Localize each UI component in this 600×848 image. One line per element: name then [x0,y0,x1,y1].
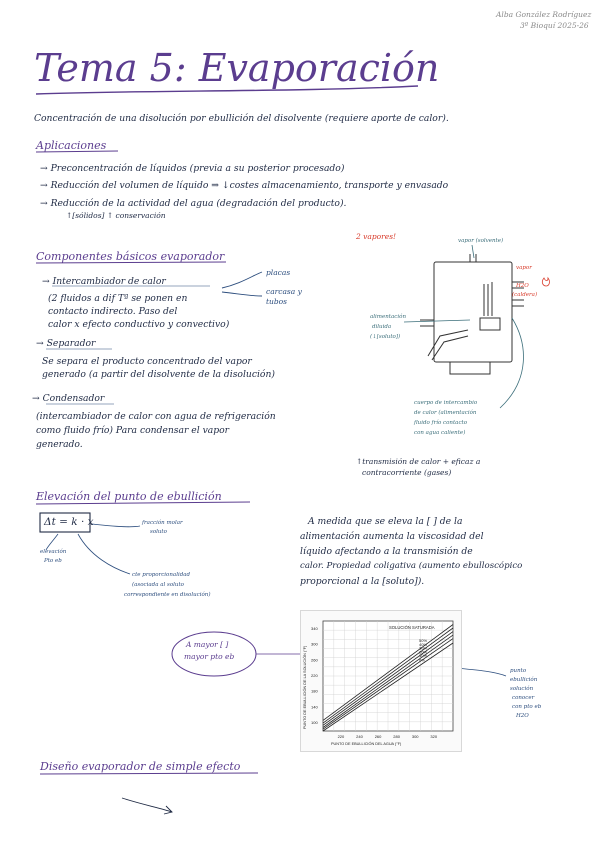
exchanger-part-shell: carcasa y tubos [266,287,302,306]
molar-fraction-label: soluto [150,529,167,535]
body-desc-line: cuerpo de intercambio [414,400,478,406]
chart-x-tick: 320 [430,734,438,739]
side-note-line: conocer [512,695,535,701]
chart-y-label: PUNTO DE EBULLICIÓN DE LA SOLUCIÓN (°F) [303,645,307,729]
components-heading: Componentes básicos evaporador [36,250,225,263]
chart-y-tick: 260 [311,657,318,663]
chart-y-tick: 180 [311,688,318,694]
side-note-line: punto [510,668,527,674]
condenser-desc-line: como fluido frío) Para condensar el vapor [36,425,230,436]
chart-series-label: 40% [419,641,428,647]
boiling-paragraph-line: A medida que se eleva la [ ] de la [308,516,463,527]
boiling-paragraph-line: proporcional a la [soluto]). [300,576,425,587]
exchanger-desc-line: contacto indirecto. Paso del [48,306,178,317]
condenser-desc-line: (intercambiador de calor con agua de refrigeración [36,411,276,422]
constant-label: correspondiente en disolución) [124,592,211,598]
condenser-title: → Condensador [32,393,105,404]
boiling-paragraph-line: alimentación aumenta la viscosidad del [300,531,484,542]
application-item: → Reducción de la actividad del agua (degradación del producto). [40,198,347,209]
diagram-caption: contracorriente (gases) [362,468,452,477]
feed-label: diluida [372,324,392,330]
feed-label: alimentación [370,314,406,320]
application-item: ↑[sólidos] ↑ conservación [66,211,166,220]
page-title: Tema 5: Evaporación [34,46,440,90]
boiling-paragraph-line: líquido afectando a la transmisión de [300,546,473,557]
chart-series-label: 10% [419,653,428,659]
evaporator-diagram [420,254,524,374]
application-item: → Preconcentración de líquidos (previa a su posterior procesado) [40,163,345,174]
chart-y-tick: 100 [311,720,318,726]
elevation-label: elevación [40,549,67,555]
boiling-formula: Δt = k · x [44,516,94,528]
condenser-desc-line: generado. [36,439,83,450]
chart-y-tick: 340 [311,625,318,631]
constant-label: cte proporcionalidad [132,572,191,578]
author-name: Alba González Rodríguez [496,10,592,19]
chart-x-tick: 240 [356,734,363,739]
side-note-line: H2O [516,713,529,719]
elevation-label: Pto eb [44,558,62,564]
feed-label: (↓[soluto]) [370,334,401,340]
chart-svg [301,611,461,751]
two-vapors-label: 2 vapores! [356,232,397,241]
diagram-caption: ↑transmisión de calor + eficaz a [356,457,481,466]
chart-series-label: 0% [419,657,425,663]
vapor-h2o-label: H2O [516,283,529,289]
boiling-heading: Elevación del punto de ebullición [36,490,222,503]
chart-series-label: 30% [419,645,428,651]
chart-title: SOLUCIÓN SATURADA [389,625,435,630]
application-item: → Reducción del volumen de líquido ⇒ ↓costes almacenamiento, transporte y envasado [40,180,449,191]
bubble-text: A mayor [ ] [186,640,229,649]
chart-y-tick: 300 [311,641,318,647]
applications-heading: Aplicaciones [36,139,107,152]
molar-fraction-label: fracción molar [142,520,183,526]
body-desc-line: de calor (alimentación [414,410,477,416]
chart-series-label: 50% [419,638,428,644]
flame-icon [542,278,549,286]
exchanger-part-plates: placas [266,268,291,277]
boiling-paragraph-line: calor. Propiedad coligativa (aumento ebulloscópico [300,561,523,571]
vapor-h2o-label: (caldera) [512,292,538,298]
chart-y-tick: 220 [311,673,318,678]
body-desc-line: fluido frío contacto [414,420,468,426]
exchanger-desc-line: (2 fluidos a dif Tª se ponen en [48,293,188,304]
side-note-line: solución [510,686,534,692]
bubble-text: mayor pto eb [184,652,235,661]
exchanger-desc-line: calor x efecto conductivo y convectivo) [48,319,230,330]
separator-title: → Separador [36,338,96,349]
single-effect-heading: Diseño evaporador de simple efecto [40,760,241,773]
boiling-chart [300,610,462,752]
constant-label: (asociada al soluto [132,582,184,588]
vapor-h2o-label: vapor [516,265,532,271]
chart-x-tick: 280 [393,734,400,739]
exchanger-title: → Intercambiador de calor [42,276,166,287]
body-desc-line: con agua caliente) [414,430,466,436]
chart-series-label: 20% [419,649,428,655]
vapor-solvent-label: vapor (solvente) [458,238,504,244]
course-label: 3º Bioquí 2025-26 [520,21,589,30]
separator-desc-line: Se separa el producto concentrado del vapor [42,356,252,367]
side-note-line: ebullición [510,677,538,683]
definition-text: Concentración de una disolución por ebullición del disolvente (requiere aporte de calor). [34,113,449,124]
chart-x-tick: 260 [374,734,382,739]
side-note-line: con pto eb [512,704,542,710]
chart-x-label: PUNTO DE EBULLICIÓN DEL AGUA (°F) [331,742,402,746]
chart-x-tick: 300 [411,734,419,739]
chart-y-tick: 140 [311,704,318,710]
separator-desc-line: generado (a partir del disolvente de la disolución) [42,369,275,380]
chart-x-tick: 220 [337,734,345,739]
